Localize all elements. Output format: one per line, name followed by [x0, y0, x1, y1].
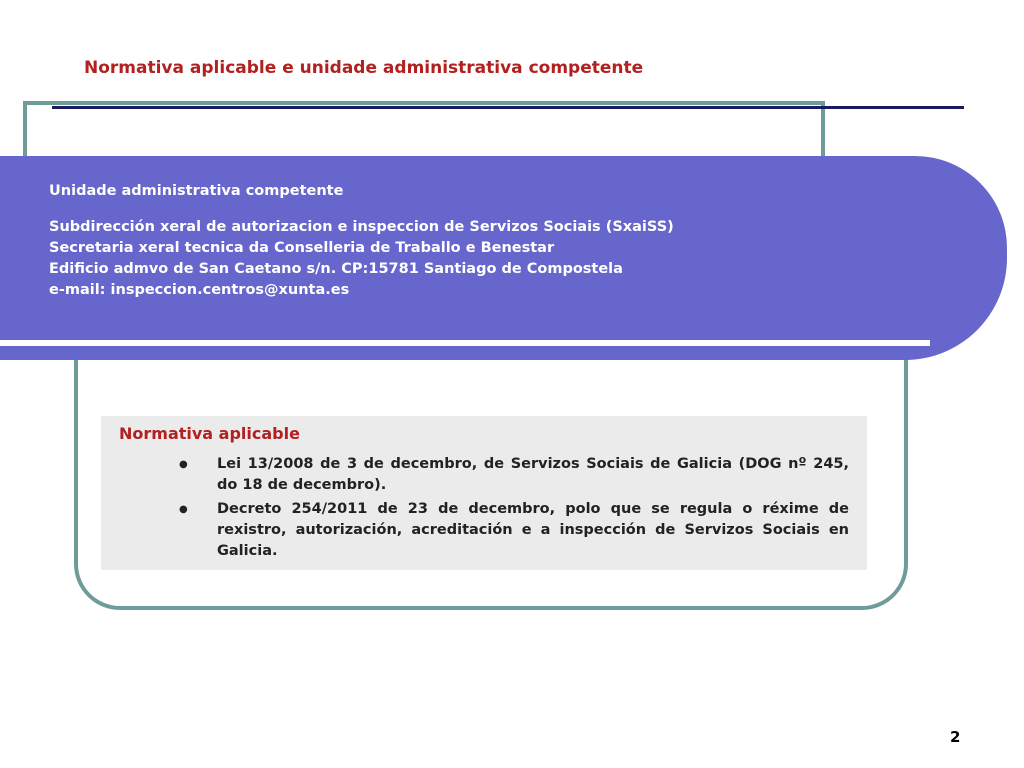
normativa-list — [179, 454, 849, 565]
list-item — [179, 454, 849, 496]
unit-line-subdireccion: Subdirección xeral de autorizacion e inspeccion de Servizos Sociais (SxaiSS) — [49, 219, 674, 235]
unit-line-address: Edificio admvo de San Caetano s/n. CP:15781 Santiago de Compostela — [49, 261, 623, 277]
title-rule — [52, 106, 964, 109]
page-number: 2 — [950, 728, 961, 746]
bullet-icon: ● — [179, 504, 188, 515]
list-item — [179, 499, 849, 562]
normativa-item-lei: Lei 13/2008 de 3 de decembro, de Servizos Sociais de Galicia (DOG nº 245, do 18 de decembro). — [217, 456, 849, 493]
unit-line-secretaria: Secretaria xeral tecnica da Conselleria de Traballo e Benestar — [49, 240, 555, 256]
unit-heading: Unidade administrativa competente — [49, 183, 344, 199]
band-divider — [0, 340, 930, 346]
normativa-heading: Normativa aplicable — [119, 424, 300, 443]
normativa-item-decreto: Decreto 254/2011 de 23 de decembro, polo que se regula o réxime de rexistro, autorización, acreditación e a inspección de Servizos Sociais en Galicia. — [217, 501, 849, 559]
slide-title: Normativa aplicable e unidade administrativa competente — [84, 58, 644, 78]
bullet-icon: ● — [179, 459, 188, 470]
normativa-box — [101, 416, 867, 570]
unit-info — [49, 181, 674, 301]
unit-line-email: e-mail: inspeccion.centros@xunta.es — [49, 282, 350, 298]
